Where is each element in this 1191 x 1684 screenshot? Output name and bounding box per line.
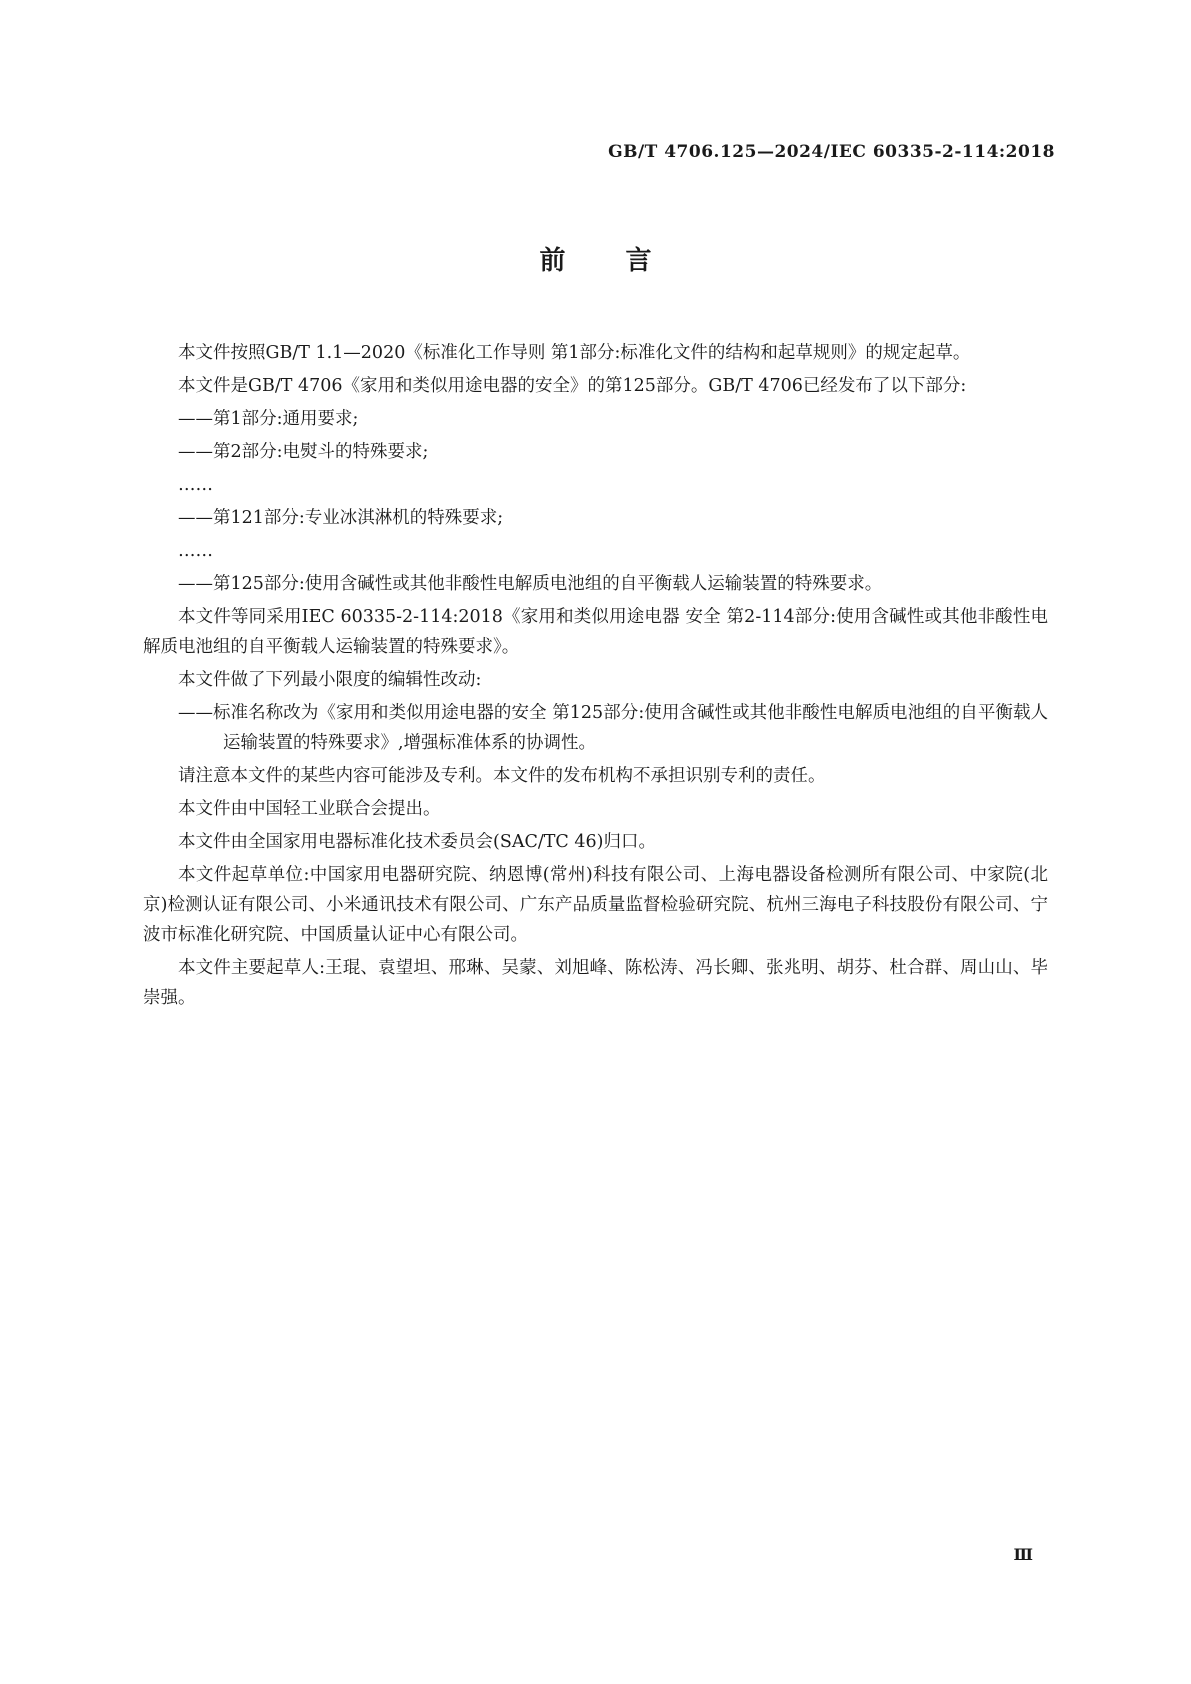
list-item: ——第125部分:使用含碱性或其他非酸性电解质电池组的自平衡载人运输装置的特殊要求。 [178,574,883,594]
standard-number-header: GB/T 4706.125—2024/IEC 60335-2-114:2018 [608,142,1055,162]
paragraph-drafting-units: 本文件起草单位:中国家用电器研究院、纳恩博(常州)科技有限公司、上海电器设备检测所有限公司、中家院(北京)检测认证有限公司、小米通讯技术有限公司、广东产品质量监督检验研究院、杭州三海电子科技股份有限公司、宁波市标准化研究院、中国质量认证中心有限公司。 [143,865,1048,945]
paragraph-editorial-changes: 本文件做了下列最小限度的编辑性改动: [178,670,482,690]
paragraph-patent-notice: 请注意本文件的某些内容可能涉及专利。本文件的发布机构不承担识别专利的责任。 [178,766,826,786]
paragraph-equivalence: 本文件等同采用IEC 60335-2-114:2018《家用和类似用途电器 安全 第2-114部分:使用含碱性或其他非酸性电解质电池组的自平衡载人运输装置的特殊要求》。 [143,607,1048,657]
paragraph-proposer: 本文件由中国轻工业联合会提出。 [178,799,441,819]
list-item: ——第1部分:通用要求; [178,409,359,429]
page-title: 前言 [539,246,712,276]
paragraph-series-info: 本文件是GB/T 4706《家用和类似用途电器的安全》的第125部分。GB/T 4706已经发布了以下部分: [178,376,967,396]
page-number: Ⅲ [1013,1545,1033,1564]
paragraph-committee: 本文件由全国家用电器标准化技术委员会(SAC/TC 46)归口。 [178,832,656,852]
list-item: ——第2部分:电熨斗的特殊要求; [178,442,429,462]
list-ellipsis: …… [178,541,213,561]
paragraph-drafting-rules: 本文件按照GB/T 1.1—2020《标准化工作导则 第1部分:标准化文件的结构和起草规则》的规定起草。 [178,343,971,363]
list-item: ——标准名称改为《家用和类似用途电器的安全 第125部分:使用含碱性或其他非酸性电解质电池组的自平衡载人运输装置的特殊要求》,增强标准体系的协调性。 [178,703,1048,753]
paragraph-drafters: 本文件主要起草人:王琨、袁望坦、邢琳、吴蒙、刘旭峰、陈松涛、冯长卿、张兆明、胡芬、杜合群、周山山、毕崇强。 [143,958,1048,1008]
list-ellipsis: …… [178,475,213,495]
list-item: ——第121部分:专业冰淇淋机的特殊要求; [178,508,504,528]
foreword-body [143,338,1048,1016]
